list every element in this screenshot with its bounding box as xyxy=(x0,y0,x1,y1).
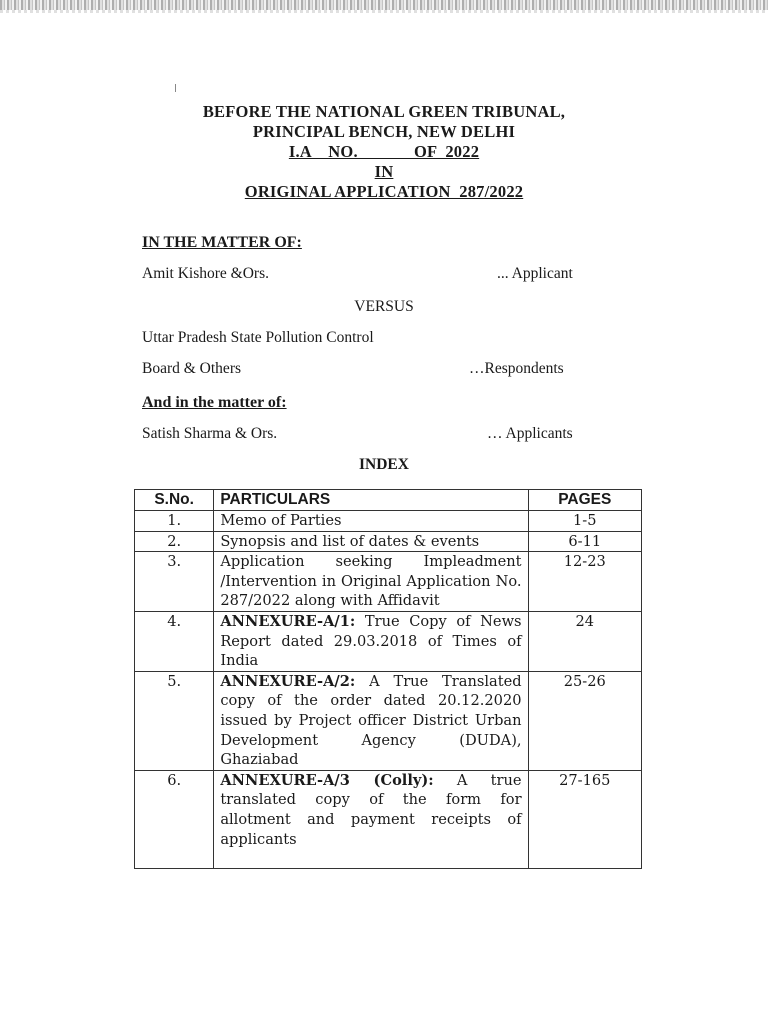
matter-heading: IN THE MATTER OF: xyxy=(142,234,302,251)
applicant-name: Amit Kishore &Ors. xyxy=(142,265,270,282)
row-sno: 1. xyxy=(135,511,214,532)
heading-bench: PRINCIPAL BENCH, NEW DELHI xyxy=(252,122,516,141)
respondent-role: …Respondents xyxy=(469,360,564,377)
versus-label: VERSUS xyxy=(354,298,414,315)
heading-original-application: ORIGINAL APPLICATION 287/2022 xyxy=(244,182,524,201)
table-row xyxy=(135,511,642,532)
heading-tribunal: BEFORE THE NATIONAL GREEN TRIBUNAL, xyxy=(202,102,566,121)
row-sno: 5. xyxy=(135,671,214,770)
applicant-role: ... Applicant xyxy=(497,265,573,282)
row-sno: 6. xyxy=(135,770,214,868)
row-sno: 2. xyxy=(135,531,214,552)
index-table xyxy=(134,489,642,869)
scan-edge-noise xyxy=(0,0,768,10)
table-row xyxy=(135,770,642,868)
row-text: A True Translated copy of the order dated 20.12.2020 issued by Project officer District Urban Development Agency (DUDA), Ghaziabad xyxy=(220,672,522,769)
heading-in: IN xyxy=(374,162,394,181)
table-row xyxy=(135,611,642,671)
second-applicant-role: … Applicants xyxy=(487,425,573,442)
annexure-label: ANNEXURE-A/1: xyxy=(220,612,356,630)
row-pages: 12-23 xyxy=(528,552,641,612)
second-applicant-name: Satish Sharma & Ors. xyxy=(142,425,278,442)
row-text: Synopsis and list of dates & events xyxy=(220,532,480,550)
row-particulars xyxy=(214,531,528,552)
table-row xyxy=(135,671,642,770)
respondent-name-line2: Board & Others xyxy=(142,360,242,377)
row-pages: 24 xyxy=(528,611,641,671)
table-row xyxy=(135,531,642,552)
index-header-row xyxy=(135,490,642,511)
scan-edge-noise-lower xyxy=(0,10,768,13)
row-particulars xyxy=(214,511,528,532)
row-sno: 3. xyxy=(135,552,214,612)
row-particulars xyxy=(214,671,528,770)
column-header-sno: S.No. xyxy=(135,490,214,511)
row-text: Memo of Parties xyxy=(220,512,342,529)
respondent-name-line1: Uttar Pradesh State Pollution Control xyxy=(142,329,374,346)
row-pages: 6-11 xyxy=(528,531,641,552)
row-pages: 25-26 xyxy=(528,671,641,770)
heading-ia-number: I.A NO. OF 2022 xyxy=(288,142,480,161)
row-particulars xyxy=(214,770,528,868)
stray-mark xyxy=(175,84,176,92)
annexure-label: ANNEXURE-A/3 (Colly): xyxy=(220,771,434,789)
row-particulars xyxy=(214,552,528,612)
column-header-particulars: PARTICULARS xyxy=(214,490,528,511)
row-text: Application seeking Impleadment /Intervention in Original Application No. 287/2022 along with Affidavit xyxy=(220,553,522,610)
row-pages: 1-5 xyxy=(528,511,641,532)
second-matter-heading: And in the matter of: xyxy=(142,394,287,411)
table-row xyxy=(135,552,642,612)
row-sno: 4. xyxy=(135,611,214,671)
row-particulars xyxy=(214,611,528,671)
column-header-pages: PAGES xyxy=(528,490,641,511)
row-pages: 27-165 xyxy=(528,770,641,868)
annexure-label: ANNEXURE-A/2: xyxy=(220,672,356,690)
index-title: INDEX xyxy=(359,456,409,473)
row-text: True Copy of News Report dated 29.03.2018 of Times of India xyxy=(220,612,522,670)
document-heading xyxy=(0,102,768,202)
row-text: A true translated copy of the form for allotment and payment receipts of applicants xyxy=(220,771,522,848)
